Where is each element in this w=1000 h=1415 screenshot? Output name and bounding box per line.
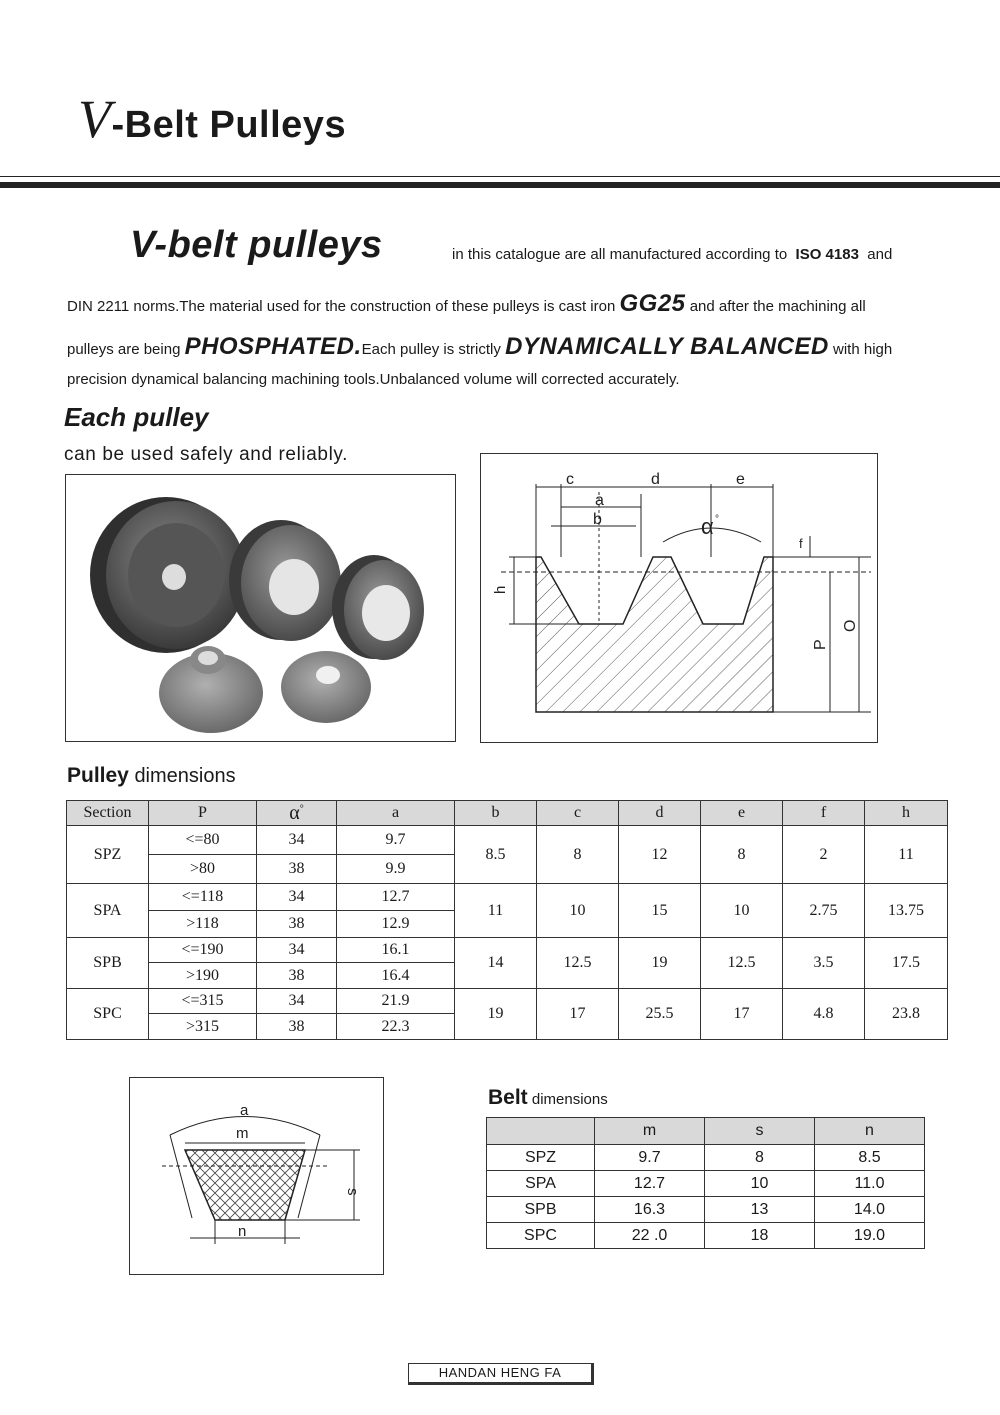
intro-line-1 (452, 246, 892, 263)
s-cell: 10 (705, 1171, 815, 1197)
dim-b: b (593, 511, 602, 528)
alpha-cell: 38 (257, 963, 337, 989)
a-cell: 9.7 (337, 826, 455, 855)
a-cell: 12.7 (337, 884, 455, 911)
header-cell (257, 801, 337, 826)
dim-h: h (492, 585, 509, 594)
header-cell (487, 1118, 595, 1145)
section-cell: SPZ (67, 826, 149, 884)
header-rule-thick (0, 182, 1000, 188)
m-cell: 12.7 (595, 1171, 705, 1197)
belt-table-title-bold: Belt (488, 1086, 528, 1109)
pulley-photo-illustration (66, 475, 454, 740)
e-cell: 12.5 (701, 938, 783, 989)
n-cell: 14.0 (815, 1197, 925, 1223)
belt-diagram (129, 1077, 384, 1275)
e-cell: 8 (701, 826, 783, 884)
a-cell: 12.9 (337, 911, 455, 938)
b-cell: 11 (455, 884, 537, 938)
section-cell: SPC (67, 989, 149, 1040)
c-cell: 17 (537, 989, 619, 1040)
alpha-cell: 38 (257, 1014, 337, 1040)
dim-f: f (799, 536, 803, 551)
table-header-row (67, 801, 948, 826)
d-cell: 12 (619, 826, 701, 884)
groove-diagram (480, 453, 878, 743)
belt-dimensions-table (486, 1117, 925, 1249)
iso-label: ISO 4183 (795, 246, 859, 263)
alpha-cell: 38 (257, 855, 337, 884)
belt-dim-s: s (344, 1188, 361, 1196)
p-cell: <=190 (149, 938, 257, 963)
n-cell: 8.5 (815, 1145, 925, 1171)
material-label: GG25 (619, 290, 686, 317)
alpha-cell: 34 (257, 989, 337, 1014)
title-rest: -Belt Pulleys (111, 104, 347, 146)
d-cell: 25.5 (619, 989, 701, 1040)
hero-heading: V-belt pulleys (130, 224, 383, 266)
section-cell: SPA (67, 884, 149, 938)
header-cell: Section (67, 801, 149, 826)
belt-table-title (488, 1086, 608, 1110)
intro-text: in this catalogue are all manufactured according to (452, 246, 788, 263)
header-cell: a (337, 801, 455, 826)
dim-alpha-deg: ° (715, 514, 719, 525)
f-cell: 2 (783, 826, 865, 884)
header-rule-thin (0, 176, 1000, 177)
header-cell: h (865, 801, 948, 826)
n-cell: 11.0 (815, 1171, 925, 1197)
p-cell: <=118 (149, 884, 257, 911)
alpha-cell: 34 (257, 938, 337, 963)
belt-name-cell: SPZ (487, 1145, 595, 1171)
belt-table-title-rest: dimensions (531, 1091, 608, 1108)
page-title (78, 88, 346, 150)
header-cell: n (815, 1118, 925, 1145)
dim-a: a (595, 492, 604, 509)
intro-line-2 (67, 290, 866, 318)
header-cell: P (149, 801, 257, 826)
a-cell: 16.1 (337, 938, 455, 963)
belt-name-cell: SPA (487, 1171, 595, 1197)
a-cell: 9.9 (337, 855, 455, 884)
p-cell: >118 (149, 911, 257, 938)
s-cell: 13 (705, 1197, 815, 1223)
h-cell: 11 (865, 826, 948, 884)
n-cell: 19.0 (815, 1223, 925, 1249)
table-row (67, 938, 948, 963)
intro-line-3 (67, 333, 892, 361)
c-cell: 12.5 (537, 938, 619, 989)
alpha-cell: 38 (257, 911, 337, 938)
p-cell: >190 (149, 963, 257, 989)
h-cell: 13.75 (865, 884, 948, 938)
belt-diagram-svg (130, 1078, 382, 1273)
each-pulley-heading: Each pulley (64, 402, 209, 432)
intro-text: with high (833, 341, 893, 358)
phosphated-label: PHOSPHATED. (184, 333, 362, 360)
header-cell: s (705, 1118, 815, 1145)
pulley-table-title-bold: Pulley (67, 764, 129, 787)
intro-and: and (867, 246, 893, 263)
dim-e: e (736, 471, 745, 488)
a-cell: 22.3 (337, 1014, 455, 1040)
c-cell: 10 (537, 884, 619, 938)
pulley-table-title (67, 764, 236, 788)
s-cell: 18 (705, 1223, 815, 1249)
m-cell: 16.3 (595, 1197, 705, 1223)
table-row (67, 884, 948, 911)
groove-diagram-svg (481, 454, 876, 741)
company-footer: HANDAN HENG FA (408, 1363, 594, 1385)
p-cell: >80 (149, 855, 257, 884)
m-cell: 22 .0 (595, 1223, 705, 1249)
a-cell: 21.9 (337, 989, 455, 1014)
dim-c: c (566, 471, 574, 488)
intro-text: Each pulley is strictly (361, 341, 501, 358)
belt-dim-n: n (238, 1223, 247, 1240)
header-cell: e (701, 801, 783, 826)
d-cell: 19 (619, 938, 701, 989)
p-cell: >315 (149, 1014, 257, 1040)
table-row (487, 1171, 925, 1197)
d-cell: 15 (619, 884, 701, 938)
f-cell: 2.75 (783, 884, 865, 938)
m-cell: 9.7 (595, 1145, 705, 1171)
header-cell: f (783, 801, 865, 826)
belt-name-cell: SPC (487, 1223, 595, 1249)
e-cell: 10 (701, 884, 783, 938)
header-cell: c (537, 801, 619, 826)
e-cell: 17 (701, 989, 783, 1040)
a-cell: 16.4 (337, 963, 455, 989)
title-v: V (78, 89, 112, 149)
table-row (487, 1145, 925, 1171)
f-cell: 4.8 (783, 989, 865, 1040)
table-header-row (487, 1118, 925, 1145)
pulley-table-title-rest: dimensions (134, 765, 236, 787)
intro-text: and after the machining all (689, 298, 866, 315)
dim-d: d (651, 471, 660, 488)
f-cell: 3.5 (783, 938, 865, 989)
pulley-photo (65, 474, 456, 742)
c-cell: 8 (537, 826, 619, 884)
intro-text: pulleys are being (67, 341, 181, 358)
belt-name-cell: SPB (487, 1197, 595, 1223)
header-cell: m (595, 1118, 705, 1145)
table-row (487, 1223, 925, 1249)
balanced-label: DYNAMICALLY BALANCED (505, 333, 829, 360)
alpha-degree: ° (299, 802, 304, 814)
dim-p: P (812, 639, 829, 650)
intro-text: DIN 2211 norms.The material used for the construction of these pulleys is cast iron (67, 298, 616, 315)
pulley-dimensions-table (66, 800, 948, 1040)
table-row (487, 1197, 925, 1223)
dim-o: O (842, 619, 859, 632)
header-cell: d (619, 801, 701, 826)
b-cell: 8.5 (455, 826, 537, 884)
h-cell: 23.8 (865, 989, 948, 1040)
section-cell: SPB (67, 938, 149, 989)
s-cell: 8 (705, 1145, 815, 1171)
dim-alpha: α (701, 514, 714, 539)
p-cell: <=80 (149, 826, 257, 855)
alpha-cell: 34 (257, 826, 337, 855)
h-cell: 17.5 (865, 938, 948, 989)
b-cell: 14 (455, 938, 537, 989)
p-cell: <=315 (149, 989, 257, 1014)
intro-line-4: precision dynamical balancing machining tools.Unbalanced volume will corrected accurately. (67, 371, 680, 388)
table-row (67, 989, 948, 1014)
b-cell: 19 (455, 989, 537, 1040)
belt-dim-a: a (240, 1102, 249, 1119)
alpha-cell: 34 (257, 884, 337, 911)
each-pulley-subheading: can be used safely and reliably. (64, 444, 348, 465)
table-row (67, 826, 948, 855)
belt-dim-m: m (236, 1125, 249, 1142)
header-cell: b (455, 801, 537, 826)
alpha-symbol: α (289, 801, 300, 824)
